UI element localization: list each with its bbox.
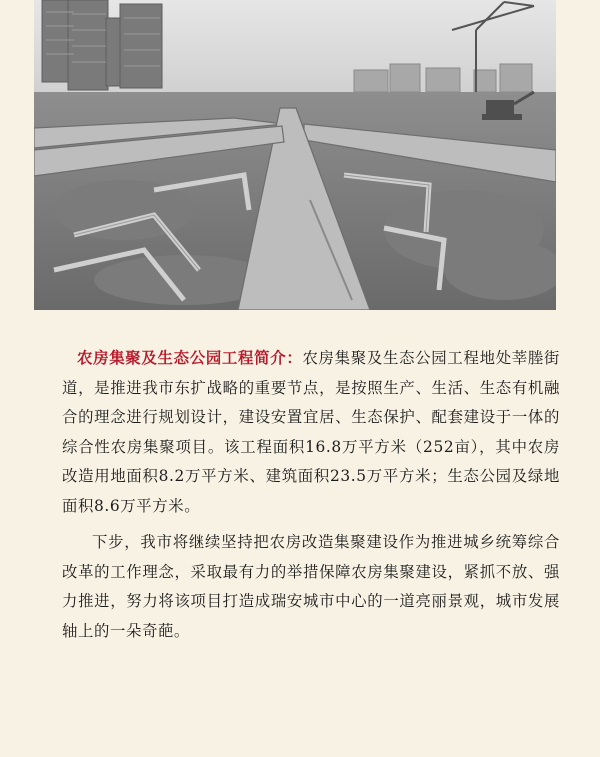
intro-text: 农房集聚及生态公园工程地处莘塍街道，是推进我市东扩战略的重要节点，是按照生产、生活、生态有机融合的理念进行规划设计，建设安置宜居、生态保护、配套建设于一体的综合性农房集聚项目。该工程面积16.8万平方米（252亩），其中农房改造用地面积8.2万平方米、建筑面积23.5万平方米；生态公园及绿地面积8.6万平方米。 (62, 349, 560, 515)
plan-paragraph: 下步，我市将继续坚持把农房改造集聚建设作为推进城乡统筹综合改革的工作理念，采取最有力的举措保障农房集聚建设，紧抓不放、强力推进，努力将该项目打造成瑞安城市中心的一道亮丽景观，城市发展轴上的一朵奇葩。 (62, 533, 560, 640)
construction-site-photo (34, 0, 556, 310)
section-heading: 农房集聚及生态公园工程简介： (77, 349, 303, 367)
article-text (62, 344, 560, 646)
intro-paragraph (62, 344, 560, 521)
